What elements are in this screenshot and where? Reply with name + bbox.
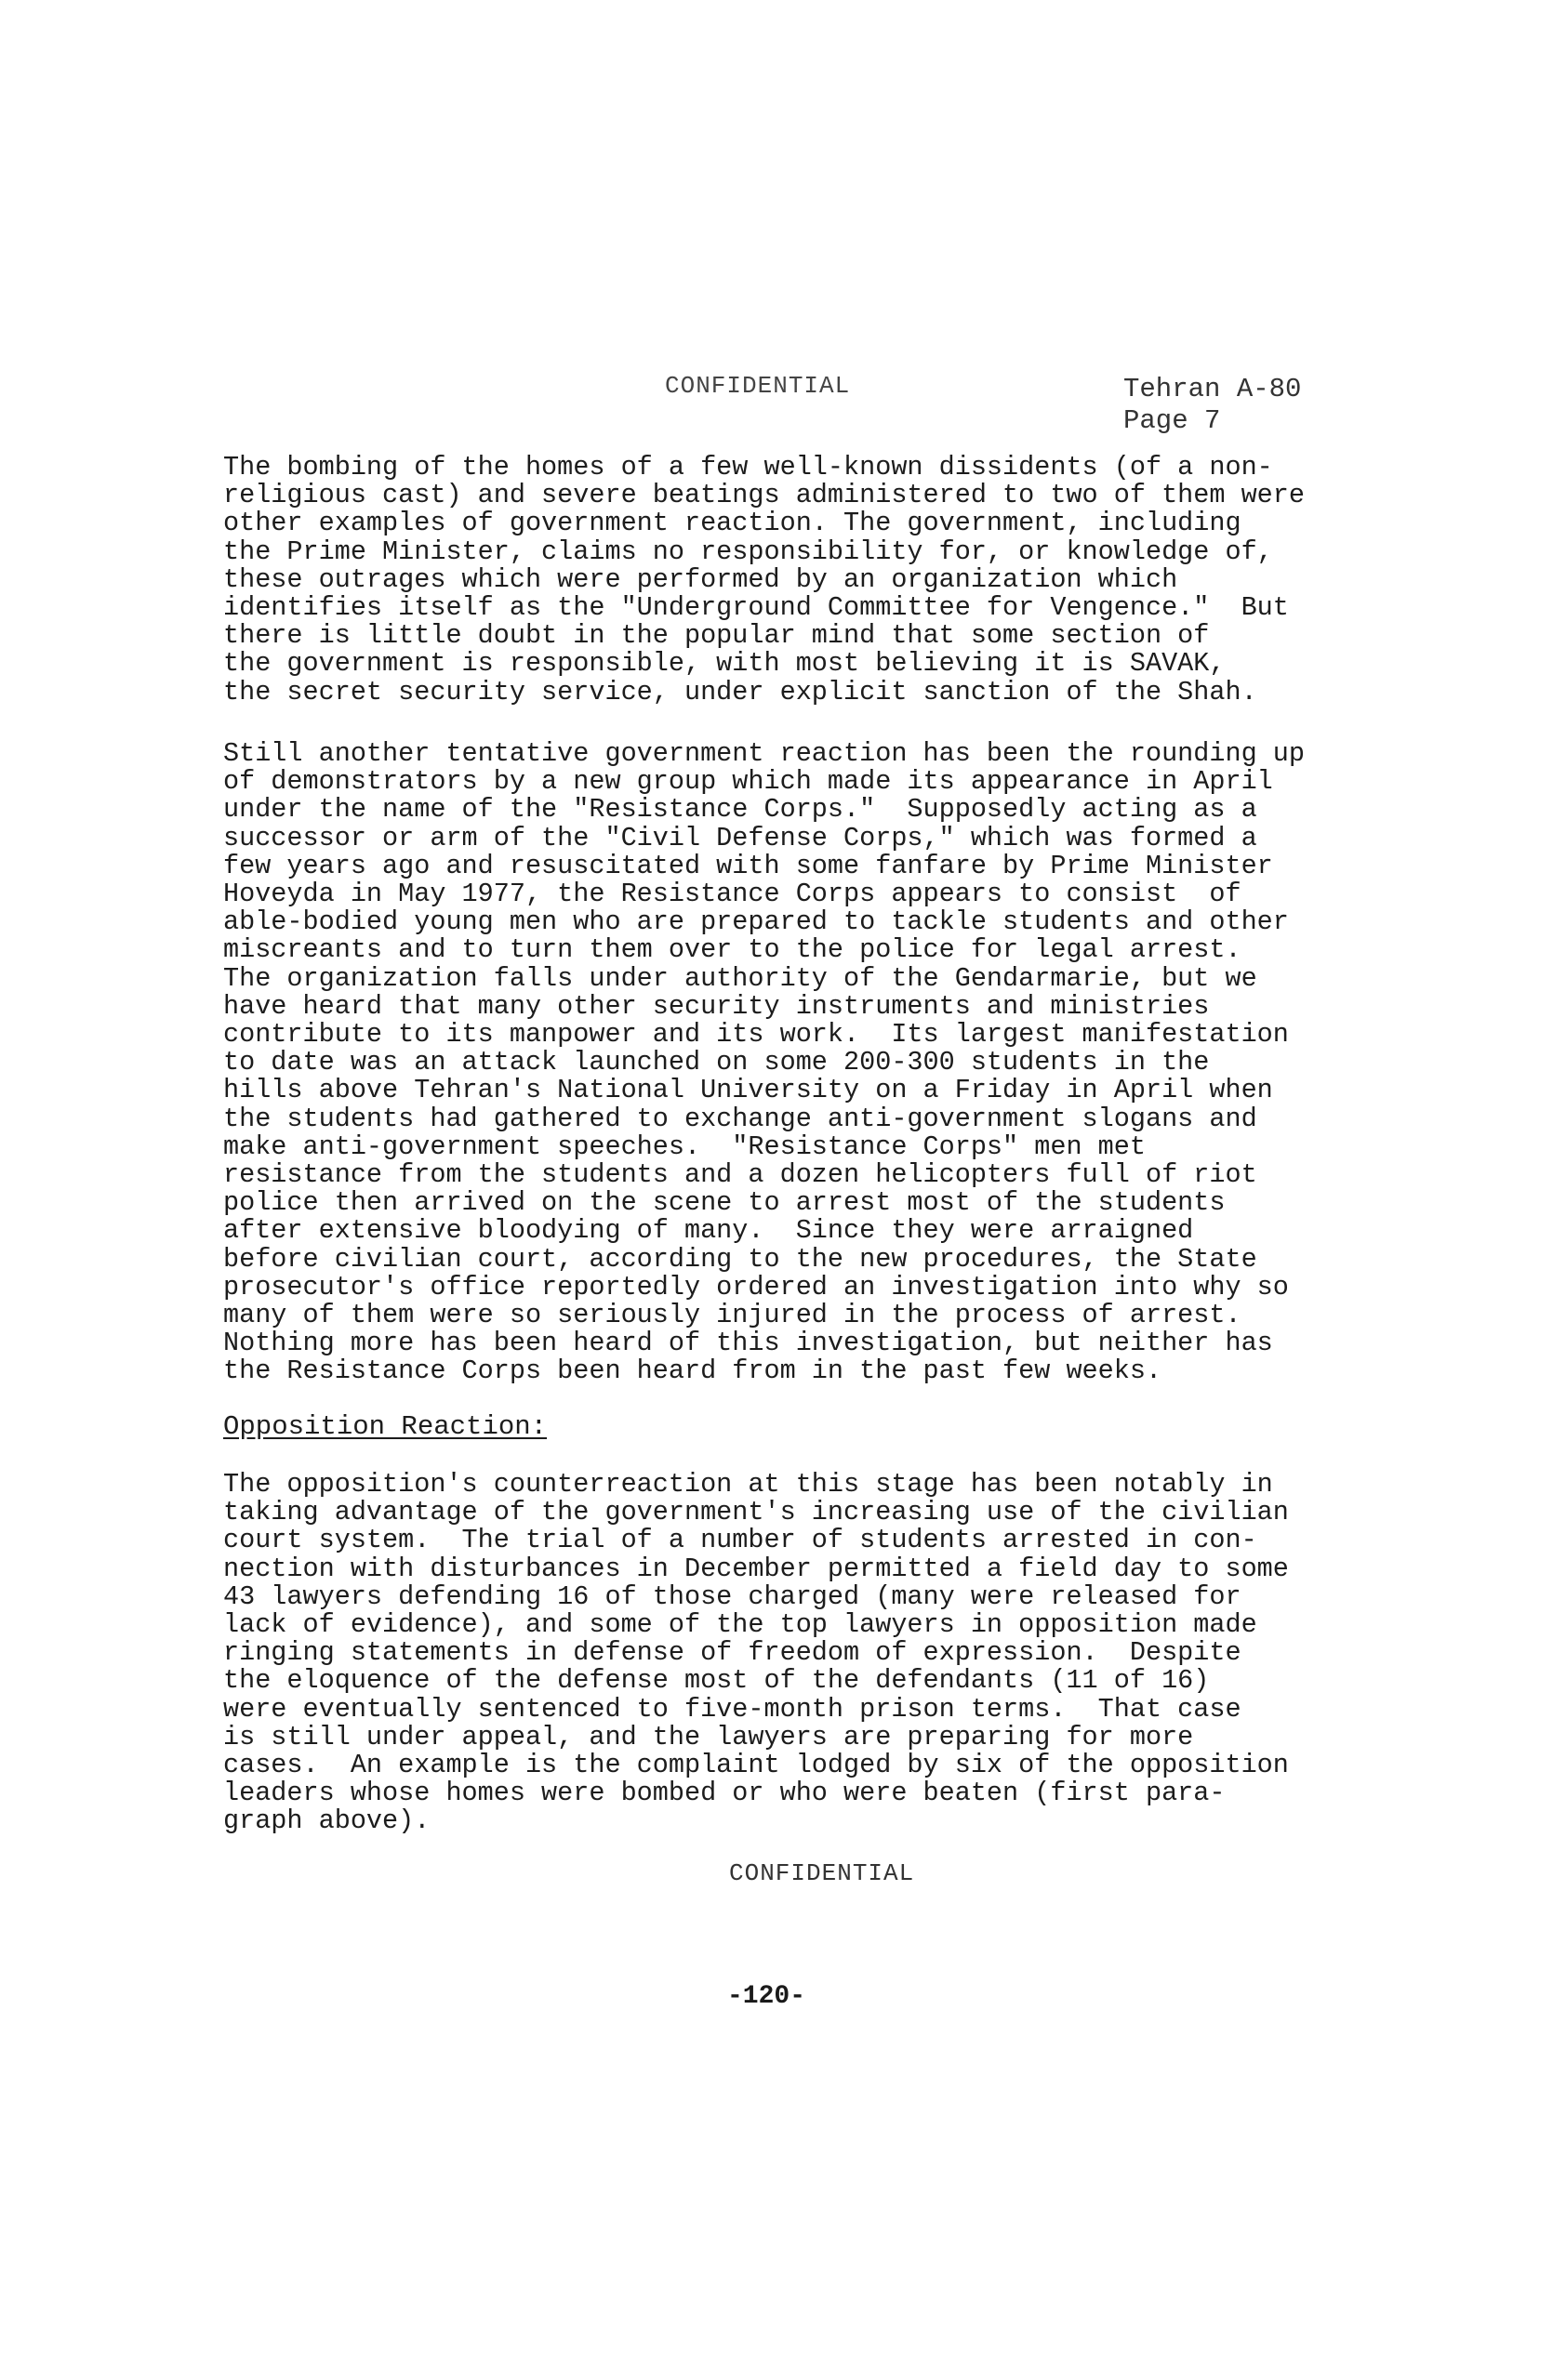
- paragraph-bombings: The bombing of the homes of a few well-known dissidents (of a non- religious cast) and severe beatings administered to two of them were other examples of government reaction. The government, including the Prime Minister, claims no responsibility for, or knowledge of, these outrages which were performed by an organization which identifies itself as the "Underground Committee for Vengence." But there is little doubt in the popular mind that some section of the government is responsible, with most believing it is SAVAK, the secret security service, under explicit sanction of the Shah.: [223, 452, 1305, 707]
- header-reference-block: [1123, 374, 1301, 437]
- footer-classification-marking: CONFIDENTIAL: [729, 1859, 915, 1887]
- header-page-label: Page 7: [1123, 405, 1221, 436]
- section-heading-opposition-reaction: Opposition Reaction:: [223, 1411, 548, 1442]
- header-location: Tehran A-80: [1123, 374, 1302, 404]
- header-classification-marking: CONFIDENTIAL: [665, 372, 851, 400]
- page-number: -120-: [727, 1982, 806, 2011]
- paragraph-resistance-corps: Still another tentative government reaction has been the rounding up of demonstrators by a new group which made its appearance in April under the name of the "Resistance Corps." Supposedly acting as a successor or arm of the "Civil Defense Corps," which was formed a few years ago and resuscitated with some fanfare by Prime Minister Hoveyda in May 1977, the Resistance Corps appears to consist of able-bodied young men who are prepared to tackle students and other miscreants and to turn them over to the police for legal arrest. The organization falls under authority of the Gendarmarie, but we have heard that many other security instruments and ministries contribute to its manpower and its work. Its largest manifestation to date was an attack launched on some 200-300 students in the hills above Tehran's National University on a Friday in April when the students had gathered to exchange anti-government slogans and make anti-government speeches. "Resistance Corps" men met resistance from the students and a dozen helicopters full of riot police then arrived on the scene to arrest most of the students after extensive bloodying of many. Since they were arraigned before civilian court, according to the new procedures, the State prosecutor's office reportedly ordered an investigation into why so many of them were so seriously injured in the process of arrest. Nothing more has been heard of this investigation, but neither has the Resistance Corps been heard from in the past few weeks.: [223, 738, 1305, 1387]
- paragraph-opposition-reaction: The opposition's counterreaction at this stage has been notably in taking advantage of the government's increasing use of the civilian court system. The trial of a number of students arrested in con- nection with disturbances in December permitted a field day to some 43 lawyers defending 16 of those charged (many were released for lack of evidence), and some of the top lawyers in opposition made ringing statements in defense of freedom of expression. Despite the eloquence of the defense most of the defendants (11 of 16) were eventually sentenced to five-month prison terms. That case is still under appeal, and the lawyers are preparing for more cases. An example is the complaint lodged by six of the opposition leaders whose homes were bombed or who were beaten (first para- graph above).: [223, 1469, 1289, 1837]
